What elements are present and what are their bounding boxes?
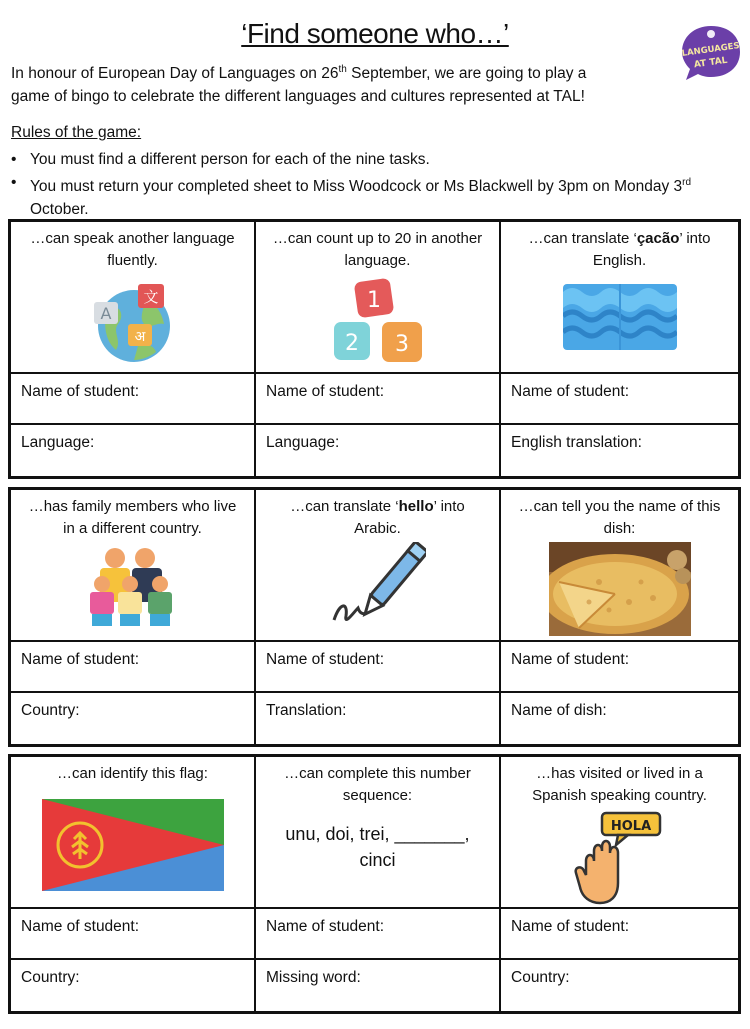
svg-text:LANGUAGES: LANGUAGES [681,41,741,60]
globe-translate-icon [88,280,178,366]
task-family-abroad: …has family members who live in a different country. [11,490,256,642]
rules-list [11,148,711,221]
svg-text:AT TAL: AT TAL [693,55,729,71]
task-speak-language: …can speak another language fluently. A 文 अ [11,222,256,374]
svg-text:1: 1 [366,288,381,313]
country-field[interactable]: Country: [511,969,570,986]
name-of-student-field[interactable]: Name of student: [256,909,501,960]
water-waves-icon [563,284,677,350]
translation-field[interactable]: Translation: [256,693,501,744]
tortilla-dish-image [549,542,691,636]
task-identify-flag: …can identify this flag: [11,757,256,909]
name-of-student-field[interactable]: Name of student: [11,374,256,425]
english-translation-field[interactable]: English translation: [511,434,642,451]
rules-heading: Rules of the game: [11,124,142,141]
rule-item: • You must return your completed sheet to Miss Woodcock or Ms Blackwell by 3pm on Monday 3rd October. [11,171,711,221]
rule-item: • You must find a different person for each of the nine tasks. [11,148,711,171]
task-block-2 [8,487,741,747]
intro-text: In honour of European Day of Languages on 26th September, we are going to play a game of bingo to celebrate the different languages and cultures represented at TAL! [11,64,587,106]
name-of-dish-field[interactable]: Name of dish: [511,702,607,719]
hola-hand-icon [572,811,668,905]
country-field[interactable]: Country: [11,960,256,1011]
eritrea-flag-image [42,799,224,891]
name-of-student-field[interactable]: Name of student: [501,909,738,960]
country-field[interactable]: Country: [11,693,256,744]
task-count-to-20: …can count up to 20 in another language. 1 2 3 [256,222,501,374]
number-blocks-icon [328,274,428,370]
number-sequence-text: unu, doi, trei, _______, cinci [285,824,470,870]
task-translate-cacao: …can translate ‘çacão’ into English. [501,222,738,374]
name-of-student-field[interactable]: Name of student: [11,642,256,693]
task-name-dish: …can tell you the name of this dish: [501,490,738,642]
task-block-3 [8,754,741,1014]
name-of-student-field[interactable]: Name of student: [256,642,501,693]
svg-text:A: A [100,304,111,323]
task-spanish-country: …has visited or lived in a Spanish speaking country. HOLA [501,757,738,909]
name-of-student-field[interactable]: Name of student: [256,374,501,425]
name-of-student-field[interactable]: Name of student: [11,909,256,960]
name-of-student-field[interactable]: Name of student: [501,374,738,425]
task-translate-hello: …can translate ‘hello’ into Arabic. [256,490,501,642]
svg-text:अ: अ [134,329,145,345]
family-icon [88,546,178,626]
language-field[interactable]: Language: [256,425,501,476]
svg-text:3: 3 [394,332,409,357]
pen-writing-icon [330,542,426,632]
svg-text:文: 文 [142,288,159,306]
missing-word-field[interactable]: Missing word: [256,960,501,1011]
task-number-sequence: …can complete this number sequence: unu, doi, trei, _______, cinci [256,757,501,909]
languages-at-tal-logo [680,22,742,82]
language-field[interactable]: Language: [11,425,256,476]
svg-text:HOLA: HOLA [610,819,651,834]
task-block-1 [8,219,741,479]
page-title: ‘Find someone who…’ [241,18,509,49]
name-of-student-field[interactable]: Name of student: [501,642,738,693]
svg-text:2: 2 [344,331,359,356]
